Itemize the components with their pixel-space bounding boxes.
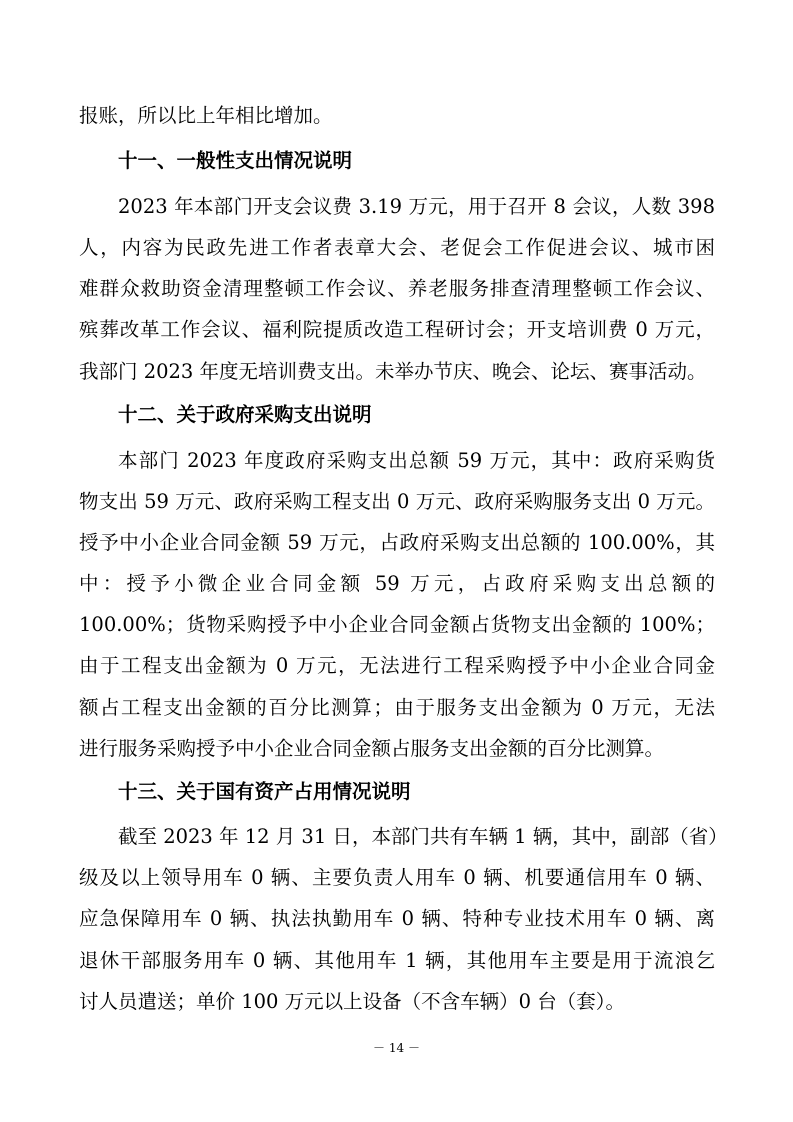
paragraph-line: 100.00%；货物采购授予中小企业合同金额占货物支出金额的 100%； xyxy=(79,613,715,636)
paragraph-line: 我部门 2023 年度无培训费支出。未举办节庆、晚会、论坛、赛事活动。 xyxy=(79,360,707,383)
intro-line: 报账，所以比上年相比增加。 xyxy=(79,104,333,127)
paragraph-line: 难群众救助资金清理整顿工作会议、养老服务排查清理整顿工作会议、 xyxy=(79,277,715,300)
section-heading-government-procurement: 十二、关于政府采购支出说明 xyxy=(118,403,372,426)
paragraph-line: 退休干部服务用车 0 辆、其他用车 1 辆，其他用车主要是用于流浪乞 xyxy=(79,949,715,972)
page-number: － 14 － xyxy=(373,1041,420,1055)
section-heading-state-assets: 十三、关于国有资产占用情况说明 xyxy=(118,780,411,803)
paragraph-line: 截至 2023 年 12 月 31 日，本部门共有车辆 1 辆，其中，副部（省） xyxy=(118,825,728,848)
paragraph-line: 2023 年本部门开支会议费 3.19 万元，用于召开 8 会议，人数 398 xyxy=(118,195,715,218)
paragraph-line: 人，内容为民政先进工作者表章大会、老促会工作促进会议、城市困 xyxy=(79,236,715,259)
paragraph-line: 物支出 59 万元、政府采购工程支出 0 万元、政府采购服务支出 0 万元。 xyxy=(79,490,715,513)
paragraph-line: 应急保障用车 0 辆、执法执勤用车 0 辆、特种专业技术用车 0 辆、离 xyxy=(79,907,715,930)
paragraph-line: 由于工程支出金额为 0 万元，无法进行工程采购授予中小企业合同金 xyxy=(79,654,715,677)
paragraph-line: 殡葬改革工作会议、福利院提质改造工程研讨会；开支培训费 0 万元， xyxy=(79,318,715,341)
paragraph-line: 授予中小企业合同金额 59 万元，占政府采购支出总额的 100.00%，其 xyxy=(79,531,715,554)
paragraph-line: 额占工程支出金额的百分比测算；由于服务支出金额为 0 万元，无法 xyxy=(79,696,715,719)
paragraph-line: 级及以上领导用车 0 辆、主要负责人用车 0 辆、机要通信用车 0 辆、 xyxy=(79,866,715,889)
paragraph-line: 讨人员遣送；单价 100 万元以上设备（不含车辆）0 台（套）。 xyxy=(79,990,625,1013)
paragraph-line: 中：授予小微企业合同金额 59 万元，占政府采购支出总额的 xyxy=(79,572,715,595)
paragraph-line: 本部门 2023 年度政府采购支出总额 59 万元，其中：政府采购货 xyxy=(118,449,715,472)
paragraph-line: 进行服务采购授予中小企业合同金额占服务支出金额的百分比测算。 xyxy=(79,737,665,760)
section-heading-general-expenditure: 十一、一般性支出情况说明 xyxy=(118,149,353,172)
